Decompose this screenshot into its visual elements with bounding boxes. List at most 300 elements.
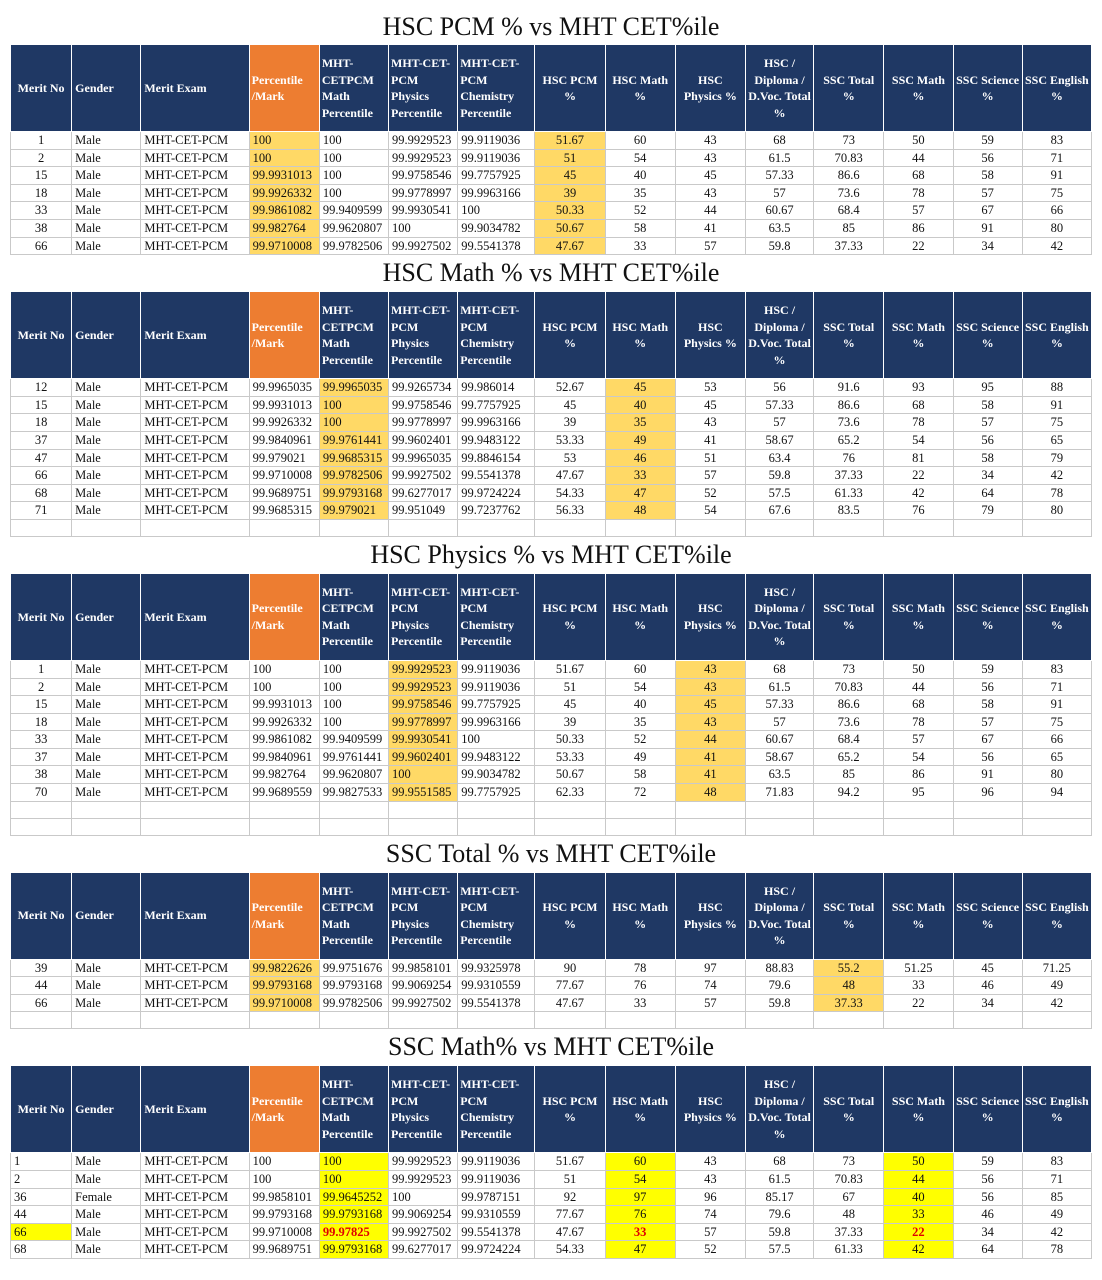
table-cell: 37 bbox=[11, 431, 72, 449]
column-header-hsc-total: HSC / Diploma / D.Voc. Total % bbox=[745, 1066, 813, 1153]
table-cell: 56 bbox=[953, 149, 1022, 167]
table-cell: 56 bbox=[953, 1171, 1022, 1189]
column-header-merit-no: Merit No bbox=[11, 1066, 72, 1153]
table-cell: 40 bbox=[605, 696, 675, 714]
column-header-mht-physics: MHT-CET-PCM Physics Percentile bbox=[389, 573, 458, 660]
table-cell: MHT-CET-PCM bbox=[141, 484, 249, 502]
table-cell: 94 bbox=[1022, 784, 1091, 802]
empty-cell bbox=[11, 818, 72, 835]
table-cell: 100 bbox=[319, 678, 388, 696]
table-cell: 49 bbox=[1022, 1206, 1091, 1224]
table-cell: 76 bbox=[814, 449, 884, 467]
table-cell: 60.67 bbox=[745, 202, 813, 220]
column-header-mht-math: MHT-CETPCM Math Percentile bbox=[319, 292, 388, 379]
table-cell: 49 bbox=[605, 431, 675, 449]
table-cell: 57 bbox=[675, 237, 745, 255]
table-row bbox=[11, 202, 1092, 220]
table-row bbox=[11, 1223, 1092, 1241]
table-cell: 68 bbox=[745, 132, 813, 150]
table-cell: 61.33 bbox=[814, 1241, 884, 1259]
empty-cell bbox=[458, 1012, 535, 1029]
table-cell: 99.5541378 bbox=[458, 994, 535, 1012]
column-header-hsc-pcm: HSC PCM % bbox=[535, 292, 605, 379]
column-header-hsc-pcm: HSC PCM % bbox=[535, 573, 605, 660]
table-row bbox=[11, 502, 1092, 520]
empty-cell bbox=[953, 801, 1022, 818]
section-title: SSC Total % vs MHT CET%ile bbox=[385, 838, 717, 868]
table-cell: 47.67 bbox=[535, 467, 605, 485]
column-header-hsc-physics: HSC Physics % bbox=[675, 573, 745, 660]
table-cell: 33 bbox=[605, 237, 675, 255]
table-cell: 99.9927502 bbox=[389, 1223, 458, 1241]
table-cell: MHT-CET-PCM bbox=[141, 660, 249, 678]
table-cell: 97 bbox=[605, 1188, 675, 1206]
table-cell: 50.33 bbox=[535, 202, 605, 220]
blank-row bbox=[11, 519, 1092, 536]
table-cell: 43 bbox=[675, 132, 745, 150]
table-cell: 18 bbox=[11, 713, 72, 731]
table-cell: 99.9602401 bbox=[389, 431, 458, 449]
blank-row bbox=[11, 1012, 1092, 1029]
table-cell: 99.9927502 bbox=[389, 994, 458, 1012]
table-cell: 99.9034782 bbox=[458, 766, 535, 784]
table-cell: 45 bbox=[675, 167, 745, 185]
table-cell: 36 bbox=[11, 1188, 72, 1206]
table-cell: 100 bbox=[249, 678, 319, 696]
table-cell: 99.9689559 bbox=[249, 784, 319, 802]
table-cell: 99.9858101 bbox=[249, 1188, 319, 1206]
table-cell: 99.7757925 bbox=[458, 396, 535, 414]
table-cell: 68 bbox=[884, 696, 953, 714]
table-cell: 57 bbox=[953, 713, 1022, 731]
table-cell: 44 bbox=[675, 202, 745, 220]
table-row bbox=[11, 467, 1092, 485]
table-cell: MHT-CET-PCM bbox=[141, 379, 249, 397]
column-header-mht-chem: MHT-CET-PCM Chemistry Percentile bbox=[458, 292, 535, 379]
table-cell: 70.83 bbox=[814, 1171, 884, 1189]
table-cell: 100 bbox=[319, 184, 388, 202]
column-header-merit-exam: Merit Exam bbox=[141, 573, 249, 660]
column-header-merit-exam: Merit Exam bbox=[141, 292, 249, 379]
table-cell: 68 bbox=[11, 1241, 72, 1259]
table-cell: 78 bbox=[605, 959, 675, 977]
table-cell: 58 bbox=[953, 396, 1022, 414]
table-cell: 86.6 bbox=[814, 696, 884, 714]
table-cell: MHT-CET-PCM bbox=[141, 959, 249, 977]
table-row bbox=[11, 748, 1092, 766]
column-header-hsc-total: HSC / Diploma / D.Voc. Total % bbox=[745, 45, 813, 132]
table-cell: 45 bbox=[535, 396, 605, 414]
table-cell: 99.9724224 bbox=[458, 1241, 535, 1259]
empty-cell bbox=[745, 818, 813, 835]
empty-cell bbox=[389, 519, 458, 536]
table-cell: 99.97825 bbox=[319, 1223, 388, 1241]
column-header-percentile-mark: Percentile /Mark bbox=[249, 45, 319, 132]
table-cell: 100 bbox=[319, 696, 388, 714]
table-cell: 66 bbox=[11, 467, 72, 485]
table-cell: Male bbox=[72, 1223, 141, 1241]
table-cell: 49 bbox=[605, 748, 675, 766]
section-title-row bbox=[11, 1029, 1092, 1066]
column-header-percentile-mark: Percentile /Mark bbox=[249, 872, 319, 959]
table-cell: 91 bbox=[953, 219, 1022, 237]
column-header-mht-chem: MHT-CET-PCM Chemistry Percentile bbox=[458, 872, 535, 959]
table-cell: 99.9310559 bbox=[458, 1206, 535, 1224]
table-cell: 18 bbox=[11, 414, 72, 432]
table-cell: 43 bbox=[675, 1171, 745, 1189]
empty-cell bbox=[675, 1012, 745, 1029]
table-cell: 67 bbox=[814, 1188, 884, 1206]
table-cell: MHT-CET-PCM bbox=[141, 502, 249, 520]
table-cell: 41 bbox=[675, 219, 745, 237]
section-title-row bbox=[11, 255, 1092, 292]
table-cell: 2 bbox=[11, 678, 72, 696]
column-header-hsc-total: HSC / Diploma / D.Voc. Total % bbox=[745, 292, 813, 379]
table-cell: MHT-CET-PCM bbox=[141, 731, 249, 749]
table-cell: 39 bbox=[535, 184, 605, 202]
column-header-hsc-math: HSC Math % bbox=[605, 45, 675, 132]
table-cell: MHT-CET-PCM bbox=[141, 237, 249, 255]
table-cell: 50 bbox=[884, 132, 953, 150]
table-cell: 66 bbox=[1022, 731, 1091, 749]
table-cell: 100 bbox=[319, 396, 388, 414]
table-cell: MHT-CET-PCM bbox=[141, 696, 249, 714]
column-header-ssc-math: SSC Math % bbox=[884, 292, 953, 379]
table-cell: MHT-CET-PCM bbox=[141, 467, 249, 485]
table-row bbox=[11, 132, 1092, 150]
table-cell: 100 bbox=[319, 167, 388, 185]
table-cell: 73.6 bbox=[814, 184, 884, 202]
table-cell: 99.9930541 bbox=[389, 731, 458, 749]
table-cell: 68 bbox=[11, 484, 72, 502]
empty-cell bbox=[675, 818, 745, 835]
table-cell: 68 bbox=[884, 167, 953, 185]
table-cell: 99.7757925 bbox=[458, 167, 535, 185]
table-cell: 50.67 bbox=[535, 219, 605, 237]
table-cell: 1 bbox=[11, 1153, 72, 1171]
table-cell: 99.9483122 bbox=[458, 748, 535, 766]
table-cell: 50 bbox=[884, 1153, 953, 1171]
column-header-gender: Gender bbox=[72, 1066, 141, 1153]
column-header-hsc-pcm: HSC PCM % bbox=[535, 872, 605, 959]
table-cell: Male bbox=[72, 678, 141, 696]
table-cell: Male bbox=[72, 977, 141, 995]
table-cell: 99.9840961 bbox=[249, 431, 319, 449]
table-cell: 100 bbox=[319, 414, 388, 432]
table-cell: 56 bbox=[745, 379, 813, 397]
table-cell: 68.4 bbox=[814, 202, 884, 220]
table-cell: 100 bbox=[458, 731, 535, 749]
table-cell: 45 bbox=[675, 696, 745, 714]
table-cell: 99.9758546 bbox=[389, 696, 458, 714]
header-row bbox=[11, 45, 1092, 132]
column-header-mht-physics: MHT-CET-PCM Physics Percentile bbox=[389, 292, 458, 379]
table-cell: 43 bbox=[675, 1153, 745, 1171]
table-cell: 53.33 bbox=[535, 748, 605, 766]
table-cell: 99.9069254 bbox=[389, 1206, 458, 1224]
table-cell: 66 bbox=[1022, 202, 1091, 220]
table-cell: 57 bbox=[675, 994, 745, 1012]
table-cell: 59.8 bbox=[745, 1223, 813, 1241]
table-row bbox=[11, 431, 1092, 449]
table-cell: MHT-CET-PCM bbox=[141, 1206, 249, 1224]
column-header-mht-math: MHT-CETPCM Math Percentile bbox=[319, 45, 388, 132]
table-cell: 70.83 bbox=[814, 149, 884, 167]
table-cell: Male bbox=[72, 449, 141, 467]
table-cell: 100 bbox=[458, 202, 535, 220]
table-cell: 1 bbox=[11, 660, 72, 678]
table-cell: 43 bbox=[675, 149, 745, 167]
column-header-mht-chem: MHT-CET-PCM Chemistry Percentile bbox=[458, 573, 535, 660]
table-cell: Male bbox=[72, 237, 141, 255]
table-cell: 99.9793168 bbox=[319, 484, 388, 502]
table-cell: MHT-CET-PCM bbox=[141, 1241, 249, 1259]
table-cell: 59.8 bbox=[745, 994, 813, 1012]
empty-cell bbox=[675, 519, 745, 536]
empty-cell bbox=[72, 519, 141, 536]
table-cell: 37 bbox=[11, 748, 72, 766]
table-cell: 35 bbox=[605, 713, 675, 731]
table-cell: 65 bbox=[1022, 748, 1091, 766]
table-cell: 48 bbox=[675, 784, 745, 802]
column-header-ssc-science: SSC Science % bbox=[953, 872, 1022, 959]
table-cell: 58 bbox=[605, 219, 675, 237]
table-cell: 72 bbox=[605, 784, 675, 802]
column-header-mht-physics: MHT-CET-PCM Physics Percentile bbox=[389, 45, 458, 132]
table-cell: 43 bbox=[675, 678, 745, 696]
table-cell: 15 bbox=[11, 396, 72, 414]
table-cell: 33 bbox=[605, 467, 675, 485]
table-cell: 100 bbox=[389, 219, 458, 237]
table-cell: 99.9787151 bbox=[458, 1188, 535, 1206]
table-cell: 44 bbox=[11, 977, 72, 995]
table-cell: MHT-CET-PCM bbox=[141, 184, 249, 202]
column-header-ssc-science: SSC Science % bbox=[953, 292, 1022, 379]
table-cell: 48 bbox=[814, 1206, 884, 1224]
table-cell: 91 bbox=[953, 766, 1022, 784]
table-cell: 22 bbox=[884, 467, 953, 485]
table-cell: 68 bbox=[745, 1153, 813, 1171]
empty-cell bbox=[605, 801, 675, 818]
table-cell: 100 bbox=[319, 660, 388, 678]
table-cell: 34 bbox=[953, 237, 1022, 255]
table-cell: 56 bbox=[953, 1188, 1022, 1206]
column-header-merit-exam: Merit Exam bbox=[141, 872, 249, 959]
table-cell: 99.982764 bbox=[249, 219, 319, 237]
column-header-hsc-physics: HSC Physics % bbox=[675, 872, 745, 959]
table-cell: 37.33 bbox=[814, 237, 884, 255]
table-cell: MHT-CET-PCM bbox=[141, 132, 249, 150]
table-cell: 99.9861082 bbox=[249, 202, 319, 220]
table-cell: 34 bbox=[953, 467, 1022, 485]
empty-cell bbox=[11, 1012, 72, 1029]
table-cell: 57 bbox=[953, 184, 1022, 202]
table-cell: 60 bbox=[605, 132, 675, 150]
column-header-ssc-total: SSC Total % bbox=[814, 872, 884, 959]
empty-cell bbox=[535, 818, 605, 835]
empty-cell bbox=[319, 1012, 388, 1029]
table-cell: 67.6 bbox=[745, 502, 813, 520]
column-header-ssc-english: SSC English % bbox=[1022, 45, 1091, 132]
table-cell: 56.33 bbox=[535, 502, 605, 520]
table-cell: MHT-CET-PCM bbox=[141, 1171, 249, 1189]
table-cell: 99.9931013 bbox=[249, 167, 319, 185]
table-cell: 78 bbox=[884, 184, 953, 202]
table-cell: 99.9620807 bbox=[319, 219, 388, 237]
table-cell: 95 bbox=[884, 784, 953, 802]
column-header-ssc-total: SSC Total % bbox=[814, 45, 884, 132]
table-cell: 99.8846154 bbox=[458, 449, 535, 467]
table-cell: MHT-CET-PCM bbox=[141, 784, 249, 802]
table-cell: 61.5 bbox=[745, 678, 813, 696]
empty-cell bbox=[1022, 801, 1091, 818]
table-cell: 51.67 bbox=[535, 132, 605, 150]
table-cell: 100 bbox=[249, 132, 319, 150]
table-cell: 99.986014 bbox=[458, 379, 535, 397]
empty-cell bbox=[535, 801, 605, 818]
table-cell: 99.9724224 bbox=[458, 484, 535, 502]
empty-cell bbox=[458, 801, 535, 818]
table-row bbox=[11, 184, 1092, 202]
table-row bbox=[11, 784, 1092, 802]
table-cell: 33 bbox=[884, 977, 953, 995]
table-cell: 75 bbox=[1022, 184, 1091, 202]
table-cell: 88 bbox=[1022, 379, 1091, 397]
table-cell: 68.4 bbox=[814, 731, 884, 749]
table-cell: 56 bbox=[953, 431, 1022, 449]
table-cell: MHT-CET-PCM bbox=[141, 149, 249, 167]
column-header-mht-physics: MHT-CET-PCM Physics Percentile bbox=[389, 872, 458, 959]
table-cell: 46 bbox=[953, 977, 1022, 995]
table-cell: 44 bbox=[884, 678, 953, 696]
table-cell: 57 bbox=[675, 1223, 745, 1241]
empty-cell bbox=[814, 1012, 884, 1029]
table-cell: 99.9119036 bbox=[458, 1153, 535, 1171]
table-cell: MHT-CET-PCM bbox=[141, 449, 249, 467]
section-title: HSC Physics % vs MHT CET%ile bbox=[370, 539, 732, 569]
table-cell: 33 bbox=[11, 731, 72, 749]
table-cell: 88.83 bbox=[745, 959, 813, 977]
table-cell: 100 bbox=[249, 149, 319, 167]
table-cell: 99.9782506 bbox=[319, 994, 388, 1012]
section-title-row bbox=[11, 835, 1092, 872]
empty-cell bbox=[249, 1012, 319, 1029]
table-cell: 52.67 bbox=[535, 379, 605, 397]
table-cell: 79.6 bbox=[745, 1206, 813, 1224]
table-cell: 40 bbox=[605, 396, 675, 414]
table-cell: 99.7237762 bbox=[458, 502, 535, 520]
empty-cell bbox=[141, 818, 249, 835]
table-cell: 54 bbox=[605, 149, 675, 167]
table-cell: 52 bbox=[675, 484, 745, 502]
table-cell: 99.9793168 bbox=[319, 1241, 388, 1259]
table-cell: 57 bbox=[675, 467, 745, 485]
table-cell: 99.9409599 bbox=[319, 731, 388, 749]
table-cell: 57 bbox=[884, 202, 953, 220]
table-cell: MHT-CET-PCM bbox=[141, 431, 249, 449]
table-cell: 70 bbox=[11, 784, 72, 802]
column-header-ssc-english: SSC English % bbox=[1022, 872, 1091, 959]
column-header-merit-exam: Merit Exam bbox=[141, 45, 249, 132]
table-cell: 85.17 bbox=[745, 1188, 813, 1206]
table-cell: 85 bbox=[814, 219, 884, 237]
table-cell: 99.9761441 bbox=[319, 431, 388, 449]
table-cell: 57 bbox=[745, 414, 813, 432]
table-cell: 54 bbox=[675, 502, 745, 520]
section-title-row bbox=[11, 10, 1092, 45]
table-cell: Male bbox=[72, 784, 141, 802]
table-cell: 99.982764 bbox=[249, 766, 319, 784]
table-cell: 42 bbox=[884, 484, 953, 502]
table-cell: 78 bbox=[1022, 1241, 1091, 1259]
table-cell: Male bbox=[72, 202, 141, 220]
table-cell: 67 bbox=[953, 731, 1022, 749]
table-row bbox=[11, 149, 1092, 167]
table-cell: 80 bbox=[1022, 219, 1091, 237]
table-cell: 90 bbox=[535, 959, 605, 977]
table-cell: 70.83 bbox=[814, 678, 884, 696]
table-cell: 45 bbox=[675, 396, 745, 414]
table-cell: 59 bbox=[953, 660, 1022, 678]
table-cell: MHT-CET-PCM bbox=[141, 994, 249, 1012]
table-cell: 45 bbox=[535, 696, 605, 714]
column-header-gender: Gender bbox=[72, 872, 141, 959]
empty-cell bbox=[319, 818, 388, 835]
table-cell: 61.33 bbox=[814, 484, 884, 502]
table-row bbox=[11, 713, 1092, 731]
empty-cell bbox=[1022, 1012, 1091, 1029]
table-cell: 66 bbox=[11, 1223, 72, 1241]
column-header-ssc-english: SSC English % bbox=[1022, 1066, 1091, 1153]
table-cell: 94.2 bbox=[814, 784, 884, 802]
column-header-mht-math: MHT-CETPCM Math Percentile bbox=[319, 573, 388, 660]
table-cell: 99.9782506 bbox=[319, 467, 388, 485]
table-cell: Male bbox=[72, 184, 141, 202]
table-cell: 58 bbox=[953, 167, 1022, 185]
table-cell: 60 bbox=[605, 660, 675, 678]
table-cell: 57.33 bbox=[745, 167, 813, 185]
table-cell: 99.9778997 bbox=[389, 713, 458, 731]
column-header-hsc-pcm: HSC PCM % bbox=[535, 1066, 605, 1153]
table-cell: Male bbox=[72, 149, 141, 167]
table-cell: 54 bbox=[884, 748, 953, 766]
header-row bbox=[11, 1066, 1092, 1153]
table-cell: 91.6 bbox=[814, 379, 884, 397]
column-header-mht-math: MHT-CETPCM Math Percentile bbox=[319, 1066, 388, 1153]
table-cell: 73 bbox=[814, 132, 884, 150]
table-cell: 99.9645252 bbox=[319, 1188, 388, 1206]
table-cell: 99.9927502 bbox=[389, 237, 458, 255]
table-cell: 65 bbox=[1022, 431, 1091, 449]
table-cell: 54 bbox=[605, 1171, 675, 1189]
table-cell: 99.9119036 bbox=[458, 660, 535, 678]
column-header-hsc-pcm: HSC PCM % bbox=[535, 45, 605, 132]
empty-cell bbox=[605, 818, 675, 835]
table-row bbox=[11, 237, 1092, 255]
column-header-ssc-total: SSC Total % bbox=[814, 292, 884, 379]
column-header-mht-chem: MHT-CET-PCM Chemistry Percentile bbox=[458, 1066, 535, 1153]
table-cell: 99.9710008 bbox=[249, 237, 319, 255]
table-cell: 55.2 bbox=[814, 959, 884, 977]
table-cell: 2 bbox=[11, 149, 72, 167]
column-header-gender: Gender bbox=[72, 292, 141, 379]
header-row bbox=[11, 573, 1092, 660]
table-cell: 100 bbox=[389, 1188, 458, 1206]
table-cell: MHT-CET-PCM bbox=[141, 748, 249, 766]
column-header-ssc-science: SSC Science % bbox=[953, 45, 1022, 132]
table-cell: 45 bbox=[953, 959, 1022, 977]
table-cell: 99.9927502 bbox=[389, 467, 458, 485]
